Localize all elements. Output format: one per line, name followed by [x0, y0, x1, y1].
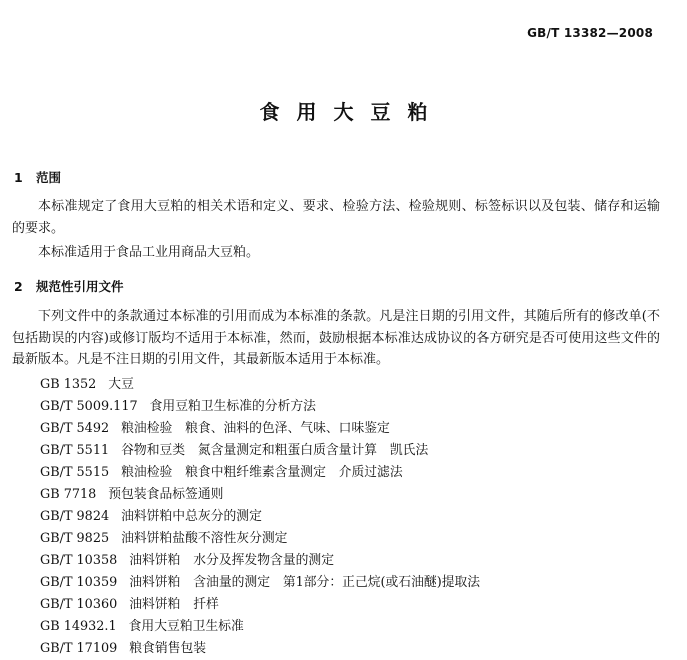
- reference-code: GB 14932.1: [40, 619, 117, 634]
- reference-title: 预包装食品标签通则: [108, 487, 224, 502]
- reference-title: 粮油检验 粮食、油料的色泽、气味、口味鉴定: [121, 421, 390, 436]
- reference-item: [40, 528, 480, 550]
- reference-code: GB/T 9824: [40, 509, 110, 524]
- reference-title: 食用大豆粕卫生标准: [128, 619, 244, 634]
- reference-code: GB/T 5009.117: [40, 399, 138, 414]
- reference-item: [40, 440, 480, 462]
- reference-code: GB 7718: [40, 487, 97, 502]
- reference-title: 粮油检验 粮食中粗纤维素含量测定 介质过滤法: [121, 465, 403, 480]
- reference-title: 油料饼粕 含油量的测定 第1部分：正己烷(或石油醚)提取法: [129, 575, 481, 590]
- reference-item: [40, 462, 480, 484]
- reference-code: GB/T 10360: [40, 597, 118, 612]
- reference-title: 油料饼粕盐酸不溶性灰分测定: [121, 531, 288, 546]
- section-title: 范围: [36, 170, 62, 185]
- reference-item: [40, 572, 480, 594]
- reference-title: 食用豆粕卫生标准的分析方法: [149, 399, 316, 414]
- scope-paragraph-2: 本标准适用于食品工业用商品大豆粕。: [38, 245, 260, 260]
- reference-list: [40, 374, 480, 660]
- section-number: 1: [14, 170, 23, 185]
- section-title: 规范性引用文件: [36, 279, 124, 294]
- reference-code: GB 1352: [40, 377, 97, 392]
- reference-title: 粮食销售包装: [129, 641, 207, 656]
- reference-item: [40, 616, 480, 638]
- reference-title: 谷物和豆类 氮含量测定和粗蛋白质含量计算 凯氏法: [121, 443, 429, 458]
- reference-code: GB/T 5492: [40, 421, 110, 436]
- reference-item: [40, 550, 480, 572]
- section-number: 2: [14, 279, 23, 294]
- standard-number: GB/T 13382—2008: [527, 26, 653, 40]
- document-title: 食用大豆粕: [259, 100, 445, 124]
- reference-title: 油料饼粕 水分及挥发物含量的测定: [129, 553, 334, 568]
- reference-item: [40, 396, 480, 418]
- reference-item: [40, 506, 480, 528]
- reference-title: 油料饼粕中总灰分的测定: [121, 509, 262, 524]
- section-heading-scope: [14, 168, 61, 186]
- reference-code: GB/T 5515: [40, 465, 110, 480]
- reference-item: [40, 374, 480, 396]
- reference-code: GB/T 17109: [40, 641, 118, 656]
- reference-code: GB/T 9825: [40, 531, 110, 546]
- reference-code: GB/T 5511: [40, 443, 110, 458]
- references-intro-paragraph: 下列文件中的条款通过本标准的引用而成为本标准的条款。凡是注日期的引用文件，其随后所有的修改单(不包括勘误的内容)或修订版均不适用于本标准，然而，鼓励根据本标准达成协议的各方研究是否可使用这些文件的最新版本。凡是不注日期的引用文件，其最新版本适用于本标准。: [12, 309, 660, 367]
- section-heading-normative-references: [14, 277, 124, 295]
- reference-title: 大豆: [108, 377, 134, 392]
- reference-title: 油料饼粕 扦样: [129, 597, 219, 612]
- reference-code: GB/T 10359: [40, 575, 118, 590]
- reference-item: [40, 418, 480, 440]
- reference-item: [40, 594, 480, 616]
- reference-item: [40, 484, 480, 506]
- reference-code: GB/T 10358: [40, 553, 118, 568]
- scope-paragraph-1: 本标准规定了食用大豆粕的相关术语和定义、要求、检验方法、检验规则、标签标识以及包装、储存和运输的要求。: [12, 199, 660, 236]
